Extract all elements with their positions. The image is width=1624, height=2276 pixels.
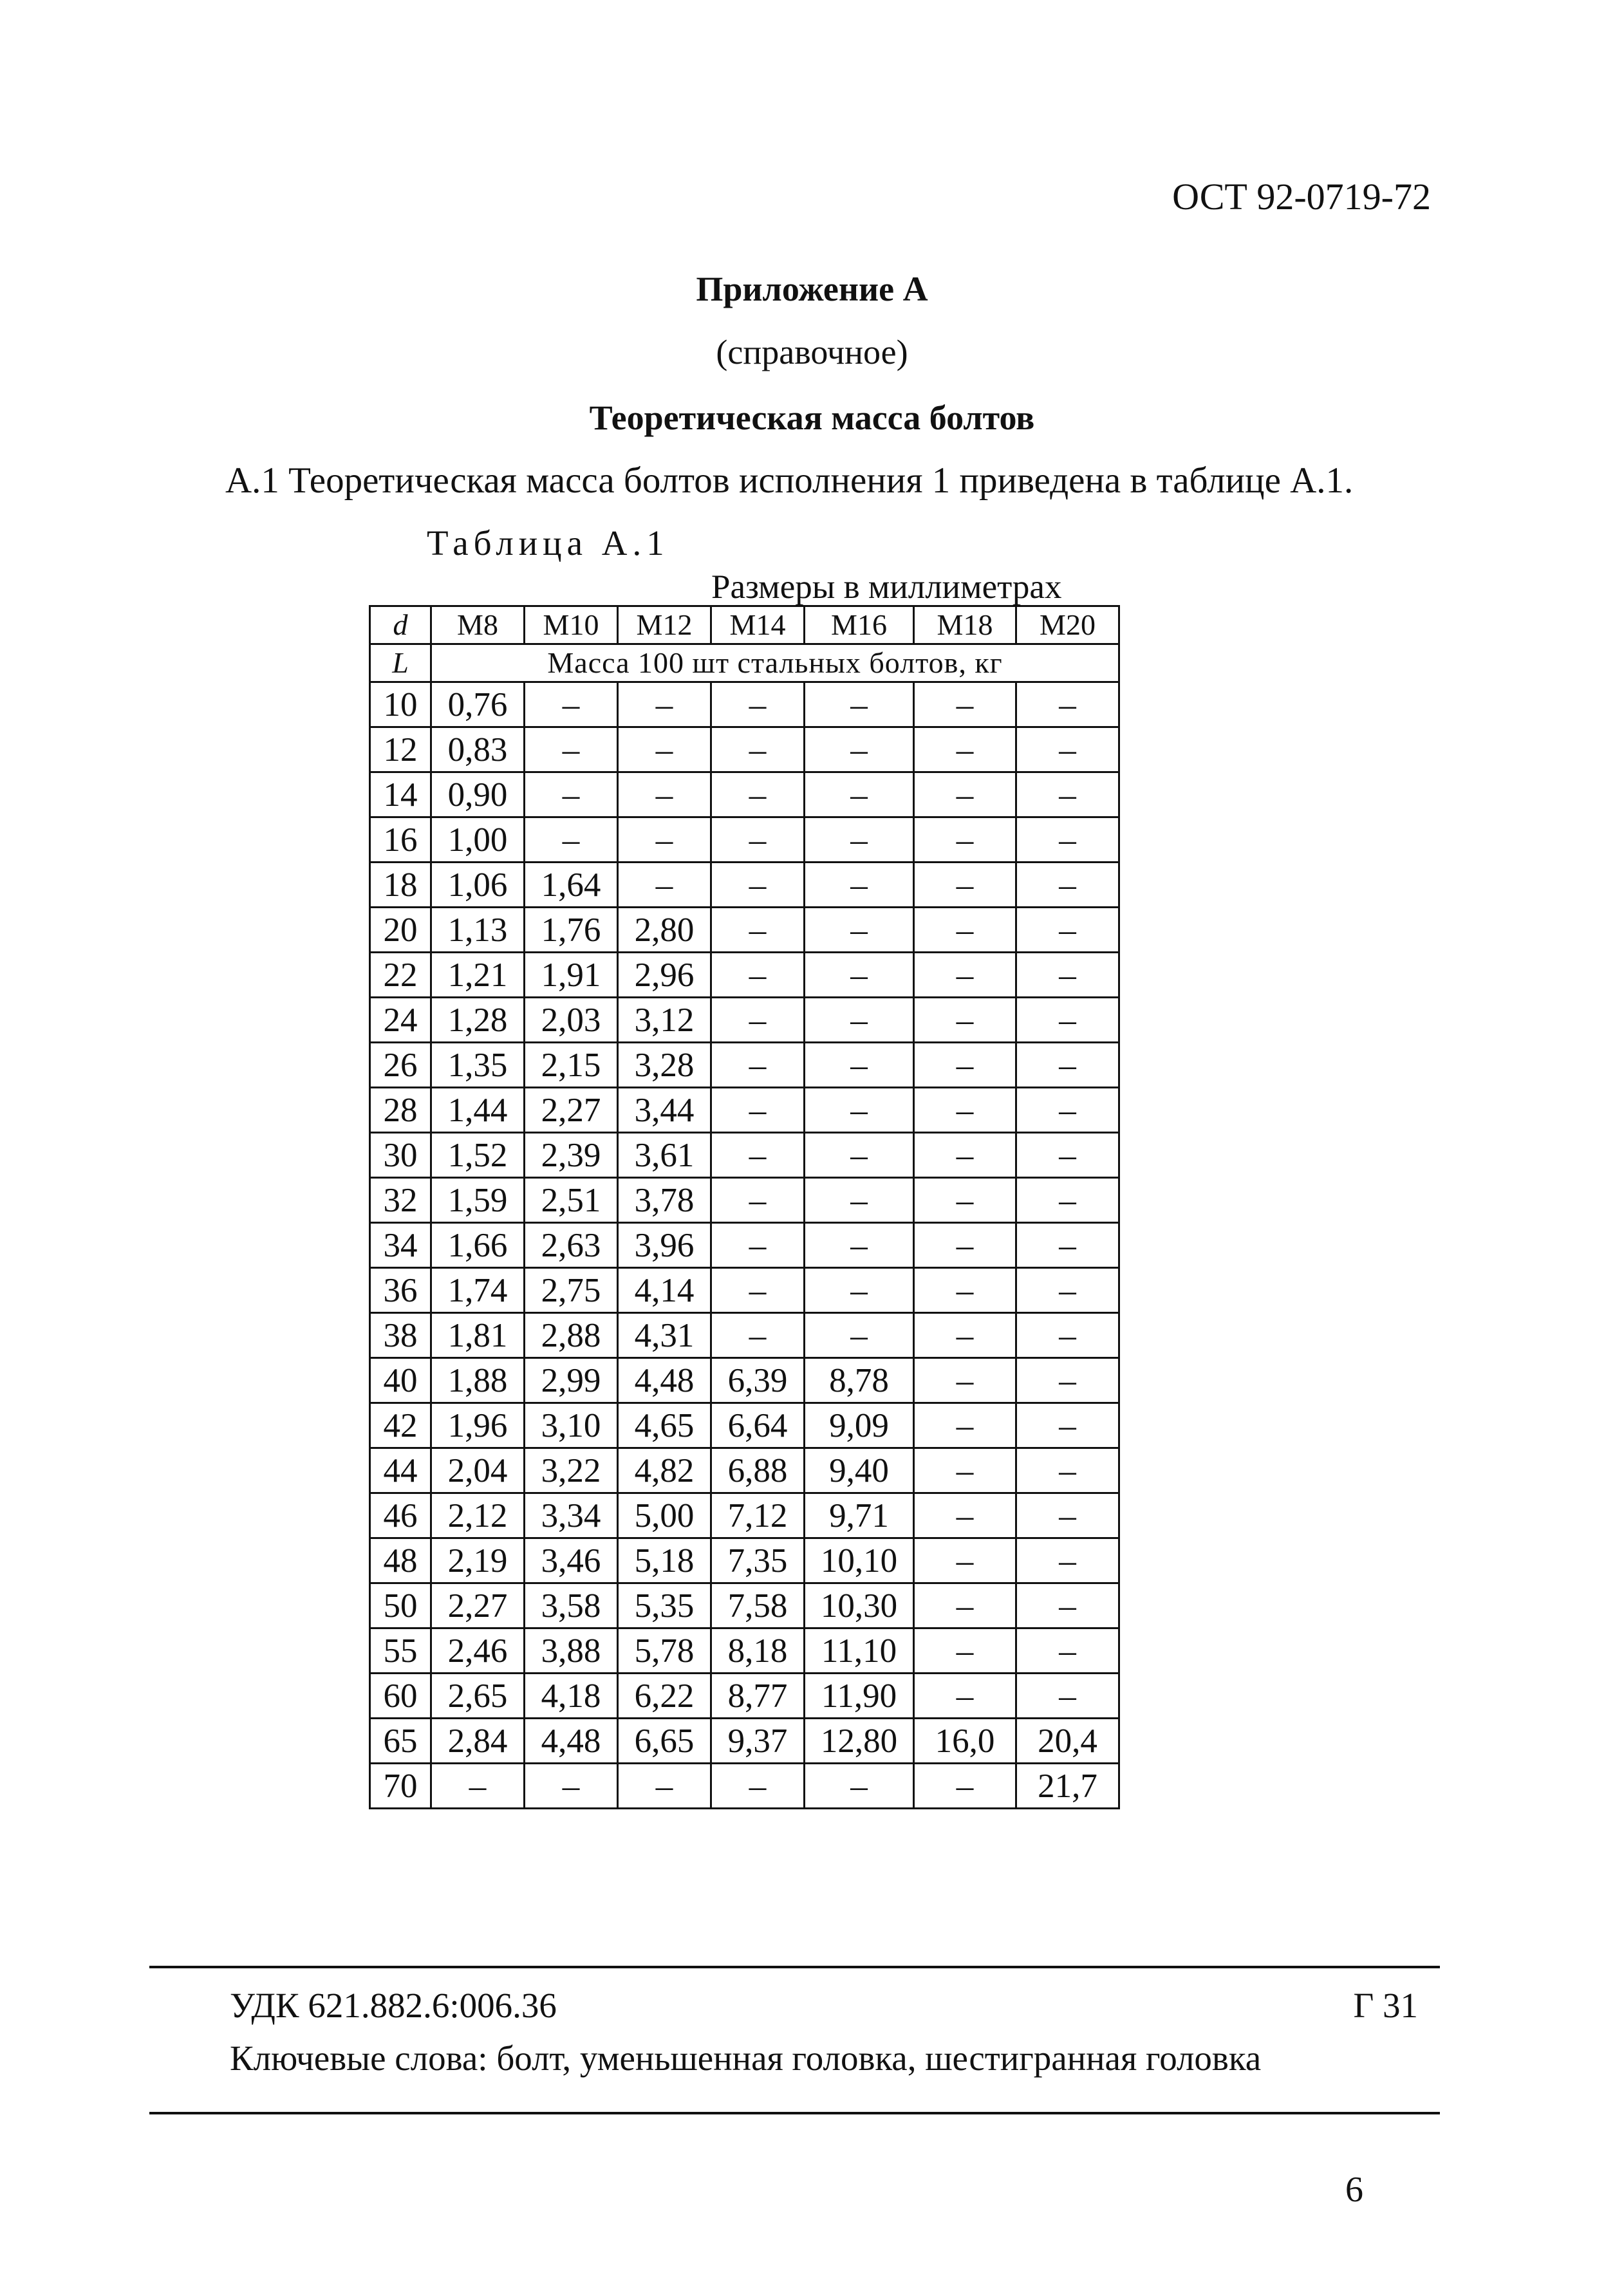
mass-value-cell: – [1016, 682, 1119, 727]
mass-value-cell: – [914, 1493, 1016, 1538]
mass-value-cell: 1,13 [431, 908, 525, 953]
mass-value-cell: – [805, 1313, 914, 1358]
mass-value-cell: – [711, 1223, 805, 1268]
length-cell: 46 [370, 1493, 431, 1538]
mass-value-cell: 1,52 [431, 1133, 525, 1178]
mass-value-cell: – [805, 953, 914, 998]
mass-value-cell: 21,7 [1016, 1764, 1119, 1809]
mass-value-cell: – [431, 1764, 525, 1809]
mass-value-cell: 6,88 [711, 1448, 805, 1493]
mass-value-cell: 5,18 [618, 1538, 711, 1583]
length-cell: 24 [370, 998, 431, 1043]
keywords-line: Ключевые слова: болт, уменьшенная головка, шестигранная головка [230, 2038, 1262, 2078]
table-row [370, 817, 1119, 863]
mass-value-cell: – [711, 908, 805, 953]
mass-value-cell: – [914, 1133, 1016, 1178]
length-cell: 44 [370, 1448, 431, 1493]
table-label: Таблица А.1 [427, 523, 669, 563]
mass-value-cell: 20,4 [1016, 1719, 1119, 1764]
table-row [370, 1133, 1119, 1178]
mass-value-cell: 12,80 [805, 1719, 914, 1764]
table-row [370, 908, 1119, 953]
mass-value-cell: 3,88 [525, 1628, 618, 1674]
mass-value-cell: – [1016, 1493, 1119, 1538]
mass-value-cell: – [914, 1448, 1016, 1493]
mass-value-cell: – [1016, 1448, 1119, 1493]
mass-value-cell: – [914, 1538, 1016, 1583]
units-note: Размеры в миллиметрах [711, 568, 1062, 606]
mass-value-cell: 16,0 [914, 1719, 1016, 1764]
mass-value-cell: 6,65 [618, 1719, 711, 1764]
mass-value-cell: 4,82 [618, 1448, 711, 1493]
header-row-diameters [370, 606, 1119, 644]
column-header: М16 [805, 606, 914, 644]
length-cell: 65 [370, 1719, 431, 1764]
mass-value-cell: 1,81 [431, 1313, 525, 1358]
mass-value-cell: – [805, 817, 914, 863]
mass-value-cell: – [1016, 1583, 1119, 1628]
mass-value-cell: – [914, 1313, 1016, 1358]
length-cell: 32 [370, 1178, 431, 1223]
mass-value-cell: – [805, 1043, 914, 1088]
mass-value-cell: 1,88 [431, 1358, 525, 1403]
mass-value-cell: 2,88 [525, 1313, 618, 1358]
mass-value-cell: 5,78 [618, 1628, 711, 1674]
mass-value-cell: 2,65 [431, 1674, 525, 1719]
mass-value-cell: 4,48 [525, 1719, 618, 1764]
mass-value-cell: – [914, 1223, 1016, 1268]
mass-value-cell: 6,39 [711, 1358, 805, 1403]
mass-value-cell: 3,46 [525, 1538, 618, 1583]
mass-value-cell: – [1016, 953, 1119, 998]
mass-label-cell: Масса 100 шт стальных болтов, кг [431, 644, 1119, 682]
mass-value-cell: – [711, 863, 805, 908]
mass-value-cell: – [1016, 727, 1119, 772]
mass-value-cell: – [805, 1178, 914, 1223]
mass-value-cell: 6,22 [618, 1674, 711, 1719]
length-cell: 14 [370, 772, 431, 817]
mass-value-cell: – [525, 727, 618, 772]
mass-value-cell: – [1016, 772, 1119, 817]
mass-value-cell: – [805, 998, 914, 1043]
mass-value-cell: – [914, 1583, 1016, 1628]
mass-value-cell: 4,14 [618, 1268, 711, 1313]
mass-value-cell: 9,71 [805, 1493, 914, 1538]
length-cell: 34 [370, 1223, 431, 1268]
table-row [370, 998, 1119, 1043]
table-row [370, 1403, 1119, 1448]
length-cell: 22 [370, 953, 431, 998]
length-cell: 28 [370, 1088, 431, 1133]
length-cell: 18 [370, 863, 431, 908]
table-row [370, 727, 1119, 772]
header-row-mass [370, 644, 1119, 682]
mass-value-cell: – [711, 1268, 805, 1313]
length-cell: 50 [370, 1583, 431, 1628]
mass-value-cell: – [805, 1133, 914, 1178]
mass-value-cell: 1,66 [431, 1223, 525, 1268]
table-row [370, 1268, 1119, 1313]
mass-value-cell: – [525, 682, 618, 727]
mass-value-cell: – [618, 1764, 711, 1809]
mass-value-cell: – [1016, 817, 1119, 863]
appendix-title: Приложение А [696, 270, 928, 308]
mass-value-cell: – [525, 817, 618, 863]
table-row [370, 772, 1119, 817]
mass-value-cell: 4,48 [618, 1358, 711, 1403]
mass-value-cell: 0,90 [431, 772, 525, 817]
column-header: М20 [1016, 606, 1119, 644]
mass-value-cell: 8,78 [805, 1358, 914, 1403]
length-cell: 42 [370, 1403, 431, 1448]
mass-value-cell: 2,84 [431, 1719, 525, 1764]
length-cell: 60 [370, 1674, 431, 1719]
length-cell: 12 [370, 727, 431, 772]
mass-value-cell: 10,30 [805, 1583, 914, 1628]
mass-value-cell: – [914, 1628, 1016, 1674]
mass-value-cell: – [1016, 908, 1119, 953]
mass-value-cell: – [711, 727, 805, 772]
mass-value-cell: – [805, 1088, 914, 1133]
mass-value-cell: 1,76 [525, 908, 618, 953]
mass-value-cell: – [914, 998, 1016, 1043]
document-code: ОСТ 92-0719-72 [1172, 176, 1431, 218]
length-cell: 26 [370, 1043, 431, 1088]
table-row [370, 1088, 1119, 1133]
mass-value-cell: 1,21 [431, 953, 525, 998]
mass-value-cell: – [525, 772, 618, 817]
mass-value-cell: 1,28 [431, 998, 525, 1043]
mass-value-cell: 1,96 [431, 1403, 525, 1448]
mass-value-cell: – [711, 682, 805, 727]
mass-value-cell: 2,03 [525, 998, 618, 1043]
mass-value-cell: 1,35 [431, 1043, 525, 1088]
intro-paragraph: А.1 Теоретическая масса болтов исполнения 1 приведена в таблице А.1. [225, 460, 1354, 501]
mass-value-cell: – [618, 772, 711, 817]
mass-value-cell: – [711, 998, 805, 1043]
mass-value-cell: 6,64 [711, 1403, 805, 1448]
mass-value-cell: 9,40 [805, 1448, 914, 1493]
mass-value-cell: 1,59 [431, 1178, 525, 1223]
mass-value-cell: – [1016, 1674, 1119, 1719]
length-cell: 48 [370, 1538, 431, 1583]
mass-value-cell: – [1016, 1133, 1119, 1178]
mass-value-cell: 9,09 [805, 1403, 914, 1448]
length-cell: 10 [370, 682, 431, 727]
mass-value-cell: 2,51 [525, 1178, 618, 1223]
mass-value-cell: 2,04 [431, 1448, 525, 1493]
mass-value-cell: 8,77 [711, 1674, 805, 1719]
mass-value-cell: – [1016, 998, 1119, 1043]
mass-value-cell: 2,75 [525, 1268, 618, 1313]
table-row [370, 1358, 1119, 1403]
mass-value-cell: – [1016, 1223, 1119, 1268]
mass-value-cell: 11,90 [805, 1674, 914, 1719]
mass-value-cell: – [711, 817, 805, 863]
mass-value-cell: 3,28 [618, 1043, 711, 1088]
mass-value-cell: 9,37 [711, 1719, 805, 1764]
mass-value-cell: 0,83 [431, 727, 525, 772]
mass-value-cell: 1,44 [431, 1088, 525, 1133]
appendix-subtitle: (справочное) [716, 333, 908, 371]
mass-value-cell: 10,10 [805, 1538, 914, 1583]
mass-value-cell: 3,44 [618, 1088, 711, 1133]
mass-value-cell: 3,78 [618, 1178, 711, 1223]
mass-value-cell: 1,00 [431, 817, 525, 863]
mass-value-cell: – [618, 682, 711, 727]
mass-value-cell: 2,63 [525, 1223, 618, 1268]
length-cell: 36 [370, 1268, 431, 1313]
table-row [370, 1674, 1119, 1719]
mass-value-cell: – [711, 772, 805, 817]
mass-value-cell: – [914, 953, 1016, 998]
mass-value-cell: 2,27 [525, 1088, 618, 1133]
mass-value-cell: 1,74 [431, 1268, 525, 1313]
column-header: М14 [711, 606, 805, 644]
mass-value-cell: 1,64 [525, 863, 618, 908]
mass-value-cell: 1,91 [525, 953, 618, 998]
mass-value-cell: – [805, 1223, 914, 1268]
table-row [370, 1223, 1119, 1268]
mass-value-cell: – [711, 1178, 805, 1223]
mass-value-cell: – [914, 772, 1016, 817]
mass-value-cell: – [711, 1313, 805, 1358]
mass-value-cell: 2,15 [525, 1043, 618, 1088]
mass-value-cell: – [1016, 1268, 1119, 1313]
table-row [370, 1628, 1119, 1674]
mass-value-cell: 2,80 [618, 908, 711, 953]
mass-value-cell: 7,12 [711, 1493, 805, 1538]
length-cell: 55 [370, 1628, 431, 1674]
column-header: М12 [618, 606, 711, 644]
mass-value-cell: – [805, 1268, 914, 1313]
mass-value-cell: – [914, 863, 1016, 908]
mass-value-cell: 2,39 [525, 1133, 618, 1178]
mass-value-cell: 4,65 [618, 1403, 711, 1448]
bolt-mass-table [369, 605, 1120, 1809]
length-cell: 70 [370, 1764, 431, 1809]
mass-value-cell: – [914, 1764, 1016, 1809]
mass-value-cell: – [711, 1088, 805, 1133]
mass-value-cell: – [805, 727, 914, 772]
column-header: М8 [431, 606, 525, 644]
page-number: 6 [1345, 2170, 1363, 2210]
mass-value-cell: – [1016, 1178, 1119, 1223]
mass-value-cell: 3,10 [525, 1403, 618, 1448]
mass-value-cell: – [618, 727, 711, 772]
length-cell: 16 [370, 817, 431, 863]
mass-value-cell: 11,10 [805, 1628, 914, 1674]
mass-value-cell: – [914, 1674, 1016, 1719]
mass-value-cell: – [914, 1088, 1016, 1133]
mass-value-cell: – [805, 863, 914, 908]
mass-value-cell: 2,19 [431, 1538, 525, 1583]
table-row [370, 1313, 1119, 1358]
mass-value-cell: – [525, 1764, 618, 1809]
mass-value-cell: 3,34 [525, 1493, 618, 1538]
d-label-cell: d [370, 606, 431, 644]
mass-value-cell: – [914, 908, 1016, 953]
footer-rule-top [149, 1966, 1440, 1968]
table-row [370, 1764, 1119, 1809]
mass-value-cell: – [711, 1764, 805, 1809]
table-row [370, 1448, 1119, 1493]
mass-value-cell: – [805, 908, 914, 953]
mass-value-cell: – [914, 1043, 1016, 1088]
mass-value-cell: 7,35 [711, 1538, 805, 1583]
length-cell: 30 [370, 1133, 431, 1178]
udc-code: УДК 621.882.6:006.36 [230, 1986, 557, 2025]
table-row [370, 1538, 1119, 1583]
mass-value-cell: 3,22 [525, 1448, 618, 1493]
length-cell: 38 [370, 1313, 431, 1358]
mass-value-cell: – [618, 817, 711, 863]
table-row [370, 1178, 1119, 1223]
table-row [370, 953, 1119, 998]
mass-value-cell: – [914, 1178, 1016, 1223]
mass-value-cell: – [1016, 863, 1119, 908]
table-row [370, 1719, 1119, 1764]
mass-value-cell: 3,58 [525, 1583, 618, 1628]
table-row [370, 863, 1119, 908]
mass-value-cell: – [914, 682, 1016, 727]
table-row [370, 1583, 1119, 1628]
table-row [370, 682, 1119, 727]
classification-code: Г 31 [1353, 1986, 1418, 2025]
mass-value-cell: – [618, 863, 711, 908]
mass-value-cell: 2,12 [431, 1493, 525, 1538]
mass-value-cell: – [1016, 1358, 1119, 1403]
mass-value-cell: 2,27 [431, 1583, 525, 1628]
mass-value-cell: – [805, 772, 914, 817]
mass-value-cell: – [1016, 1088, 1119, 1133]
mass-value-cell: – [1016, 1628, 1119, 1674]
mass-value-cell: – [914, 1403, 1016, 1448]
column-header: М10 [525, 606, 618, 644]
l-label-cell: L [370, 644, 431, 682]
mass-value-cell: 1,06 [431, 863, 525, 908]
mass-value-cell: 4,18 [525, 1674, 618, 1719]
table-row [370, 1043, 1119, 1088]
mass-value-cell: – [914, 817, 1016, 863]
mass-value-cell: 7,58 [711, 1583, 805, 1628]
mass-value-cell: 3,12 [618, 998, 711, 1043]
mass-value-cell: 8,18 [711, 1628, 805, 1674]
mass-value-cell: – [914, 1268, 1016, 1313]
mass-value-cell: – [914, 727, 1016, 772]
length-cell: 20 [370, 908, 431, 953]
mass-value-cell: 0,76 [431, 682, 525, 727]
mass-value-cell: – [1016, 1313, 1119, 1358]
mass-value-cell: – [1016, 1403, 1119, 1448]
mass-value-cell: – [1016, 1538, 1119, 1583]
mass-value-cell: 2,46 [431, 1628, 525, 1674]
length-cell: 40 [370, 1358, 431, 1403]
mass-value-cell: 5,35 [618, 1583, 711, 1628]
mass-value-cell: – [1016, 1043, 1119, 1088]
mass-value-cell: 2,99 [525, 1358, 618, 1403]
section-title: Теоретическая масса болтов [589, 398, 1035, 437]
mass-value-cell: – [711, 953, 805, 998]
mass-value-cell: – [711, 1133, 805, 1178]
mass-value-cell: 3,61 [618, 1133, 711, 1178]
column-header: М18 [914, 606, 1016, 644]
mass-value-cell: 3,96 [618, 1223, 711, 1268]
mass-value-cell: – [805, 1764, 914, 1809]
mass-value-cell: 2,96 [618, 953, 711, 998]
footer-rule-bottom [149, 2112, 1440, 2114]
mass-value-cell: 5,00 [618, 1493, 711, 1538]
mass-value-cell: – [711, 1043, 805, 1088]
mass-value-cell: 4,31 [618, 1313, 711, 1358]
table-row [370, 1493, 1119, 1538]
mass-value-cell: – [805, 682, 914, 727]
mass-value-cell: – [914, 1358, 1016, 1403]
